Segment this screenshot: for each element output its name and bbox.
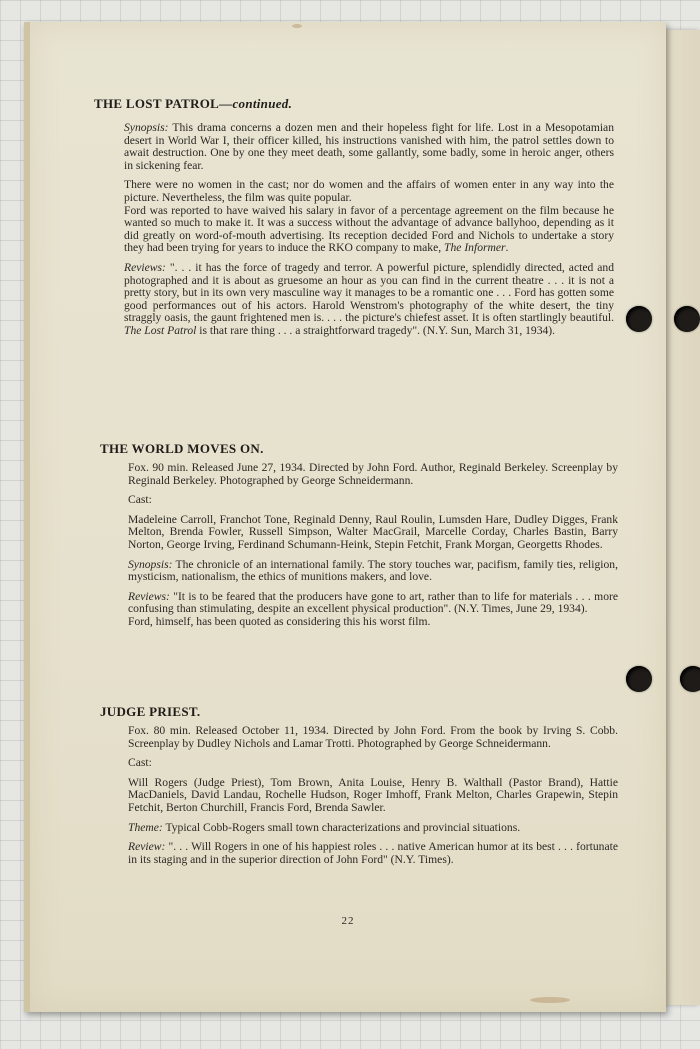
world-moves-on-note: Ford, himself, has been quoted as considering this his worst film. — [128, 614, 431, 628]
reviews-label: Reviews: — [124, 260, 166, 274]
reviews-label: Reviews: — [128, 589, 170, 603]
punch-hole — [626, 666, 652, 692]
section-heading-world-moves-on: THE WORLD MOVES ON. — [100, 441, 264, 456]
judge-priest-theme — [128, 822, 618, 835]
cast-label: Cast: — [128, 756, 152, 770]
world-moves-on-synopsis — [128, 559, 618, 584]
credits: Fox. 90 min. Released June 27, 1934. Directed by John Ford. Author, Reginald Berkeley. Screenplay by Reginald Berkeley. Photographed by George Schneidermann. — [128, 461, 618, 487]
heading-text: THE LOST PATROL— — [94, 96, 233, 111]
review-text: ". . . Will Rogers in one of his happiest roles . . . native American humor at its best . . . fortunate in its staging and in the superior direction of John Ford" (N.Y. Times). — [128, 840, 618, 866]
paragraph-text: There were no women in the cast; nor do women and the affairs of women enter in any way into the picture. Nevertheless, the film was quite popular. — [124, 178, 614, 204]
punch-hole — [626, 306, 652, 332]
lost-patrol-reviews — [124, 262, 614, 338]
page-number: 22 — [341, 915, 355, 927]
cast-label: Cast: — [128, 493, 152, 507]
reviews-text: is that rare thing . . . a straightforward tragedy". (N.Y. Sun, March 31, 1934). — [196, 323, 556, 337]
credits: Fox. 80 min. Released October 11, 1934. Directed by John Ford. From the book by Irving S. Cobb. Screenplay by Dudley Nichols and Lamar Trotti. Photographed by George Schneidermann. — [128, 724, 618, 750]
world-moves-on-reviews — [128, 591, 618, 616]
section-heading-lost-patrol — [94, 96, 292, 112]
lost-patrol-synopsis — [124, 122, 614, 172]
lost-patrol-para-women — [124, 179, 614, 204]
continued-label: continued. — [232, 96, 293, 111]
film-title-italic: The Lost Patrol — [124, 323, 197, 337]
cast-list: Madeleine Carroll, Franchot Tone, Reginald Denny, Raul Roulin, Lumsden Hare, Dudley Digges, Frank Melton, Brenda Fowler, Russell Simpson, Walter MacGrail, Marcelle Corday, Charles Bastin, Barry Norton, George Irving, Ferdinand Schumann-Heink, Stepin Fetchit, Frank Morgan, Georgetts Rhodes. — [128, 512, 618, 551]
section-heading-judge-priest: JUDGE PRIEST. — [100, 704, 201, 719]
reviews-text: ". . . it has the force of tragedy and terror. A powerful picture, splendidly directed, acted and photographed and it is about as gruesome an hour as you can find in the current theatre . . . it is not a pretty story, but in its own very masculine way it manages to be a romantic one . . . Ford has gotten some good performances out of his actors. Harold Wenstrom's photography of the white desert, the tiny straggly oasis, the gaunt frightened men is. . . . the picture's chiefest asset. It is often startlingly beautiful. — [124, 260, 614, 325]
booklet-page — [24, 22, 666, 1012]
synopsis-label: Synopsis: — [128, 557, 173, 571]
lost-patrol-body — [124, 122, 614, 345]
paragraph-end: . — [505, 241, 509, 255]
punch-hole — [674, 306, 700, 332]
reviews-text: "It is to be feared that the producers have gone to art, rather than to life for materials . . . more confusing than stimulating, despite an excellent physical production". (N.Y. Times, June 29, 1934). — [128, 589, 618, 616]
judge-priest-body — [128, 725, 618, 873]
punch-hole — [680, 666, 700, 692]
theme-text: Typical Cobb-Rogers small town characterizations and provincial situations. — [162, 820, 521, 834]
film-title-italic: The Informer — [444, 241, 506, 255]
cast-list: Will Rogers (Judge Priest), Tom Brown, Anita Louise, Henry B. Walthall (Pastor Brand), Hattie MacDaniels, David Landau, Rochelle Hudson, Roger Imhoff, Frank Melton, Charles Grapewin, Stepin Fetchit, Berton Churchill, Francis Ford, Brenda Sawler. — [128, 775, 618, 814]
synopsis-label: Synopsis: — [124, 121, 169, 134]
synopsis-text: The chronicle of an international family. The story touches war, pacifism, family ties, religion, mysticism, nationalism, the ethics of munitions makers, and love. — [128, 557, 618, 584]
synopsis-text: This drama concerns a dozen men and their hopeless fight for life. Lost in a Mesopotamian desert in World War I, their officer killed, his instructions vanished with him, the patrol settles down to await destruction. One by one they meet death, some gallantly, some badly, some in heroic anger, others in sickening fear. — [124, 121, 614, 172]
world-moves-on-body — [128, 462, 618, 636]
page-content — [30, 22, 666, 1012]
lost-patrol-para-ford — [124, 205, 614, 255]
paragraph-text: Ford was reported to have waived his salary in favor of a percentage agreement on the film because he wanted so much to make it. It was a success without the advantage of advance ballyhoo, depending as it did greatly on word-of-mouth advertising. Its reception decided Ford and Nichols to undertake a story they had been trying for years to induce the RKO company to make, — [124, 203, 614, 255]
review-label: Review: — [128, 840, 166, 854]
theme-label: Theme: — [128, 820, 163, 834]
judge-priest-review — [128, 841, 618, 866]
